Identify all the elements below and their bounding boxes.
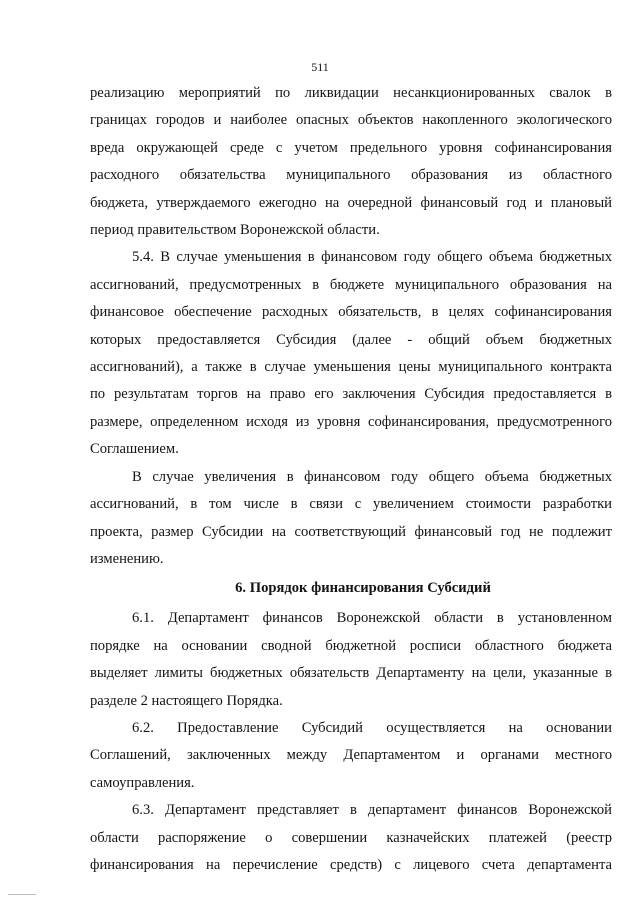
text-line: области распоряжение о совершении казначейских платежей (реестр [90, 829, 612, 846]
text-line: 5.4. В случае уменьшения в финансовом году общего объема бюджетных [132, 249, 612, 266]
text-line: изменению. [90, 550, 164, 567]
text-line: границах городов и наиболее опасных объектов накопленного экологического [90, 112, 612, 129]
document-body [90, 80, 612, 879]
text-line: по результатам торгов на право его заключения Субсидия предоставляется в [90, 386, 612, 403]
text-line: 6.2. Предоставление Субсидий осуществляется на основании [132, 719, 612, 736]
text-line: 6.3. Департамент представляет в департамент финансов Воронежской [132, 802, 612, 819]
text-line: ассигнований), а также в случае уменьшения цены муниципального контракта [90, 359, 612, 376]
text-line: ассигнований, в том числе в связи с увеличением стоимости разработки [90, 496, 612, 513]
text-line: выделяет лимиты бюджетных обязательств Департаменту на цели, указанные в [90, 665, 612, 682]
scan-mark [8, 894, 36, 895]
text-line: вреда окружающей среде с учетом предельного уровня софинансирования [90, 139, 612, 156]
text-line: ассигнований, предусмотренных в бюджете муниципального образования на [90, 276, 612, 293]
text-line: финансирования на перечисление средств) с лицевого счета департамента [90, 856, 612, 873]
text-line: порядке на основании сводной бюджетной росписи областного бюджета [90, 637, 612, 654]
text-line: проекта, размер Субсидии на соответствующий финансовый год не подлежит [90, 523, 612, 540]
text-line: реализацию мероприятий по ликвидации несанкционированных свалок в [90, 85, 612, 101]
text-line: 6.1. Департамент финансов Воронежской области в установленном [132, 610, 612, 627]
text-line: период правительством Воронежской области. [90, 222, 380, 239]
text-line: Соглашений, заключенных между Департаментом и органами местного [90, 747, 612, 764]
text-line: бюджета, утверждаемого ежегодно на очередной финансовый год и плановый [90, 194, 612, 211]
text-line: расходного обязательства муниципального образования из областного [90, 167, 612, 184]
text-line: Соглашением. [90, 441, 179, 458]
text-line: финансовое обеспечение расходных обязательств, в целях софинансирования [90, 304, 612, 321]
section-heading: 6. Порядок финансирования Субсидий [235, 580, 491, 597]
text-line: самоуправления. [90, 774, 195, 791]
text-line: которых предоставляется Субсидия (далее - общий объем бюджетных [90, 331, 612, 348]
text-line: В случае увеличения в финансовом году общего объема бюджетных [132, 468, 612, 485]
text-line: разделе 2 настоящего Порядка. [90, 692, 283, 709]
page-number: 511 [311, 60, 329, 74]
text-line: размере, определенном исходя из уровня софинансирования, предусмотренного [90, 413, 612, 430]
